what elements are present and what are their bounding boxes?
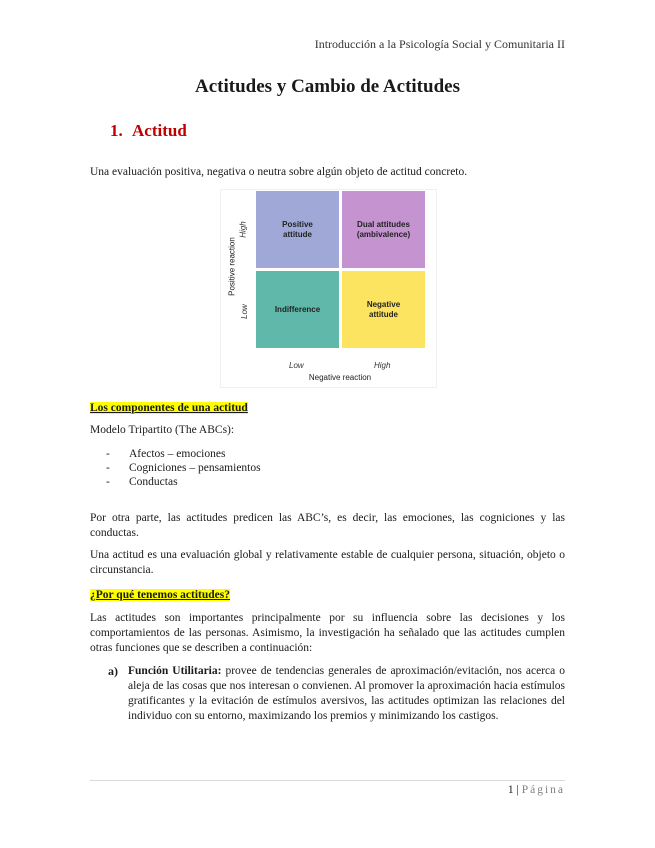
y-axis-label: Positive reaction: [227, 237, 237, 296]
section-number: 1.: [110, 121, 123, 140]
list-item: - Conductas: [106, 476, 178, 488]
x-tick-high: High: [374, 361, 391, 370]
global-paragraph: Una actitud es una evaluación global y relativamente estable de cualquier persona, situación, objeto o circunstancia.: [90, 549, 565, 576]
section-heading: [110, 121, 187, 141]
function-name: Función Utilitaria:: [128, 665, 222, 677]
x-tick-low: Low: [289, 361, 304, 370]
function-utilitarian: [110, 664, 565, 724]
why-heading: ¿Por qué tenemos actitudes?: [90, 589, 231, 601]
item-label: a): [108, 664, 118, 678]
list-item: - Cogniciones – pensamientos: [106, 462, 261, 474]
page-word: Página: [521, 784, 565, 796]
page-separator: |: [516, 784, 519, 796]
definition-paragraph: Una evaluación positiva, negativa o neutra sobre algún objeto de actitud concreto.: [90, 166, 468, 178]
quadrant-negative-attitude: Negative attitude: [341, 270, 426, 349]
abc-paragraph: Por otra parte, las actitudes predicen las ABC’s, es decir, las emociones, las cogniciones y las conductas.: [90, 512, 565, 539]
running-header: Introducción a la Psicología Social y Comunitaria II: [314, 37, 565, 51]
x-axis-label: Negative reaction: [308, 373, 372, 382]
abc-list: [90, 447, 261, 489]
why-paragraph: Las actitudes son importantes principalmente por su influencia sobre las decisiones y los comportamientos de las personas. Asimismo, la investigación ha señalado que las actitudes cumplen otras funciones que se describen a continuación:: [90, 612, 565, 654]
attitude-quadrant-figure: [221, 190, 436, 387]
page-number: 1: [507, 784, 514, 796]
quadrant-dual-attitudes: Dual attitudes (ambivalence): [341, 190, 426, 269]
footer-divider: [90, 780, 565, 781]
why-heading-block: [90, 588, 565, 603]
function-description: provee de tendencias generales de aproximación/evitación, nos acerca o aleja de las cosas que nos interesan o convienen. Al promover la aproximación hacia estímulos gratificantes y la evitación de estímulos aversivos, las actitudes optimizan las relaciones del individuo con su entorno, maximizando los premios y minimizando los castigos.: [128, 665, 565, 722]
quadrant-positive-attitude: Positive attitude: [255, 190, 340, 269]
y-tick-low: Low: [239, 304, 249, 319]
tripartite-model: Modelo Tripartito (The ABCs):: [90, 424, 235, 436]
page-title: Actitudes y Cambio de Actitudes: [195, 76, 460, 97]
y-tick-high: High: [238, 221, 248, 238]
quadrant-indifference: Indifference: [255, 270, 340, 349]
list-item: - Afectos – emociones: [106, 448, 226, 460]
components-heading-block: [90, 401, 565, 416]
components-heading: Los componentes de una actitud: [90, 402, 248, 414]
page-footer: [508, 784, 565, 796]
section-title: Actitud: [132, 121, 187, 140]
